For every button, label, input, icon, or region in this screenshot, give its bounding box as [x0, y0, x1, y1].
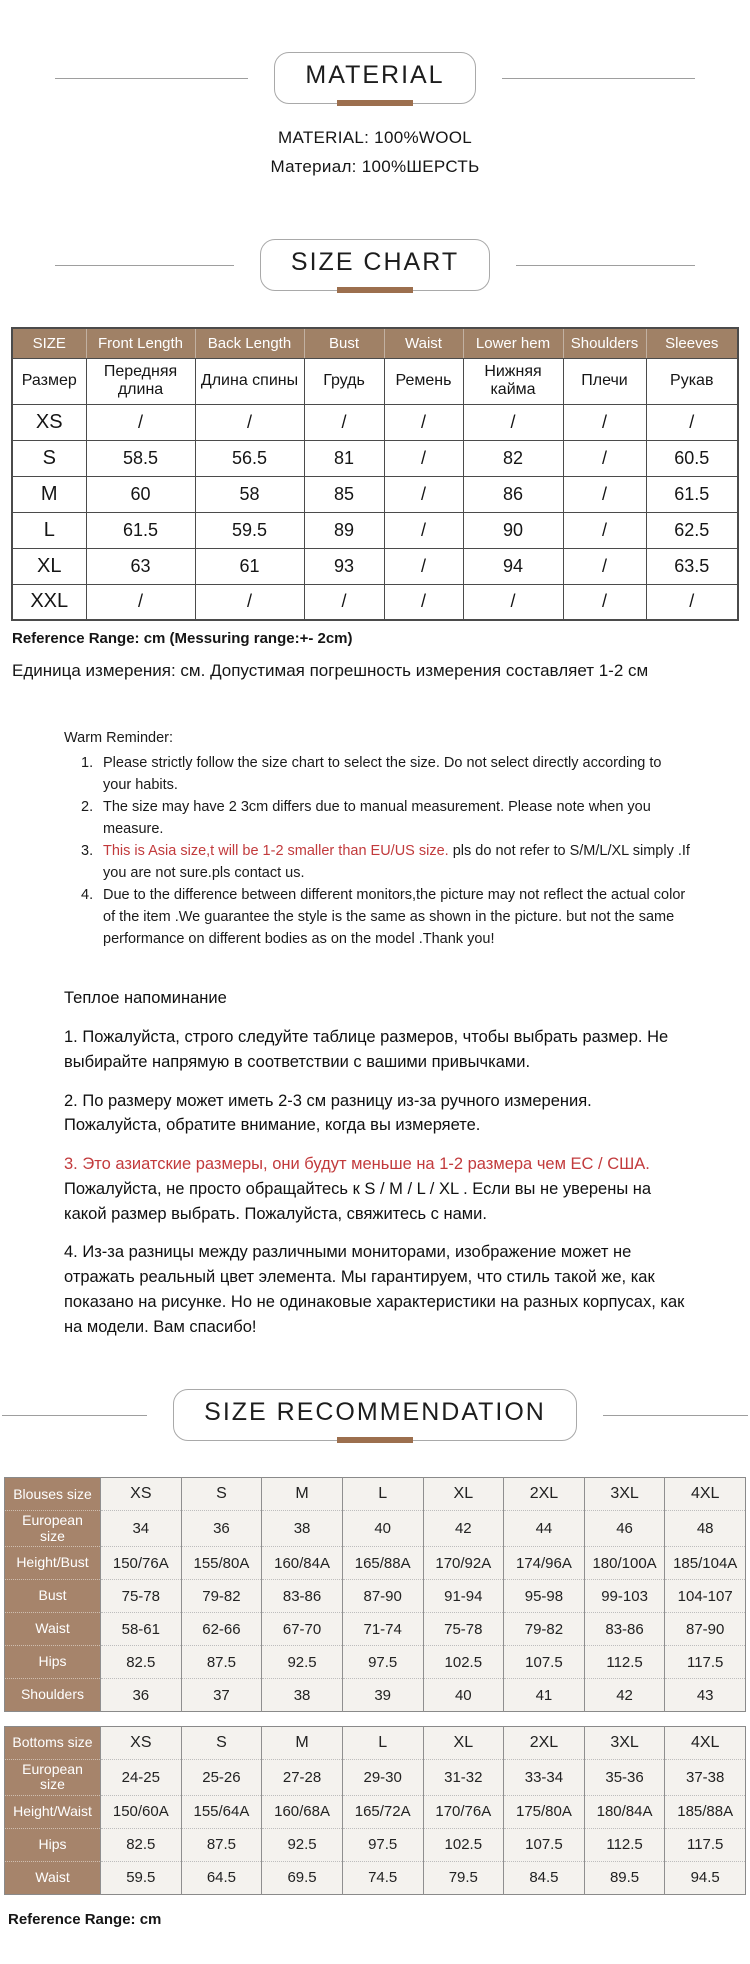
divider-line [55, 78, 248, 79]
rec-table-row [5, 1547, 746, 1580]
divider-line [502, 78, 695, 79]
title-underline-bar [337, 100, 413, 106]
measurement-cell: 85 [304, 476, 384, 512]
reminder-item-number: 4. [81, 887, 94, 904]
divider-line [2, 1415, 147, 1416]
material-section-header [0, 52, 750, 104]
size-value-cell: 44 [504, 1511, 585, 1547]
size-chart-col-header: Front Length [86, 328, 195, 358]
title-underline-bar [337, 1437, 413, 1443]
material-line-ru: Материал: 100%ШЕРСТЬ [270, 157, 480, 176]
size-chart-col-header: Waist [384, 328, 463, 358]
measurement-cell: / [384, 440, 463, 476]
size-value-cell: 87.5 [181, 1646, 262, 1679]
size-value-cell: 87.5 [181, 1828, 262, 1861]
size-value-cell: 71-74 [342, 1613, 423, 1646]
measurement-cell: / [86, 584, 195, 620]
size-value-cell: XS [101, 1727, 182, 1760]
measurement-cell: 86 [463, 476, 563, 512]
size-value-cell: 42 [584, 1679, 665, 1712]
reminder-text-segment: 1. Пожалуйста, строго следуйте таблице размеров, чтобы выбрать размер. Не выбирайте напрямую в соответствии с вашими привычками. [64, 1028, 669, 1071]
size-value-cell: 43 [665, 1679, 746, 1712]
size-value-cell: 82.5 [101, 1646, 182, 1679]
size-value-cell: 160/68A [262, 1795, 343, 1828]
size-chart-row [12, 476, 738, 512]
size-value-cell: 185/88A [665, 1795, 746, 1828]
rec-table-row [5, 1679, 746, 1712]
size-chart-col-header-ru: Нижняя кайма [463, 358, 563, 404]
measurement-cell: / [384, 476, 463, 512]
size-value-cell: 42 [423, 1511, 504, 1547]
size-chart-section-header [0, 239, 750, 291]
size-value-cell: 165/72A [342, 1795, 423, 1828]
size-value-cell: 99-103 [584, 1580, 665, 1613]
size-chart-row [12, 584, 738, 620]
size-value-cell: 2XL [504, 1727, 585, 1760]
size-recommendation-title-box [173, 1389, 577, 1441]
size-chart-col-header: Sleeves [646, 328, 738, 358]
row-label: Height/Bust [5, 1547, 101, 1580]
size-value-cell: 112.5 [584, 1646, 665, 1679]
size-value-cell: 3XL [584, 1478, 665, 1511]
rec-table-row [5, 1613, 746, 1646]
size-value-cell: 92.5 [262, 1646, 343, 1679]
size-value-cell: 79-82 [181, 1580, 262, 1613]
row-label: Waist [5, 1613, 101, 1646]
size-value-cell: 117.5 [665, 1646, 746, 1679]
rec-table-row [5, 1795, 746, 1828]
size-value-cell: 175/80A [504, 1795, 585, 1828]
rec-table-row [5, 1646, 746, 1679]
size-value-cell: 84.5 [504, 1861, 585, 1894]
row-label: Waist [5, 1861, 101, 1894]
size-value-cell: 82.5 [101, 1828, 182, 1861]
size-value-cell: 83-86 [262, 1580, 343, 1613]
size-value-cell: 94.5 [665, 1861, 746, 1894]
size-value-cell: M [262, 1478, 343, 1511]
size-chart-col-header: Bust [304, 328, 384, 358]
size-chart-header-row [12, 328, 738, 358]
measurement-cell: 93 [304, 548, 384, 584]
size-value-cell: 102.5 [423, 1828, 504, 1861]
size-value-cell: 89.5 [584, 1861, 665, 1894]
size-value-cell: 4XL [665, 1727, 746, 1760]
size-value-cell: L [342, 1727, 423, 1760]
measurement-cell: 81 [304, 440, 384, 476]
size-value-cell: 59.5 [101, 1861, 182, 1894]
material-line-en: MATERIAL: 100%WOOL [277, 128, 473, 147]
size-value-cell: 75-78 [423, 1613, 504, 1646]
size-value-cell: 174/96A [504, 1547, 585, 1580]
size-value-cell: 150/76A [101, 1547, 182, 1580]
size-value-cell: 95-98 [504, 1580, 585, 1613]
size-chart-col-header: Shoulders [563, 328, 646, 358]
reminder-item-text [103, 884, 690, 950]
size-value-cell: 58-61 [101, 1613, 182, 1646]
size-chart-header-row-ru [12, 358, 738, 404]
size-value-cell: 40 [342, 1511, 423, 1547]
row-label: Blouses size [5, 1478, 101, 1511]
reference-range-ru: Единица измерения: см. Допустимая погрешность измерения составляет 1-2 см [12, 661, 649, 680]
reminder-item [64, 1152, 692, 1226]
size-chart-col-header: SIZE [12, 328, 86, 358]
reminder-item-text [103, 840, 690, 884]
reminder-item [64, 884, 690, 950]
measurement-cell: 63.5 [646, 548, 738, 584]
measurement-cell: 61 [195, 548, 304, 584]
size-value-cell: 102.5 [423, 1646, 504, 1679]
measurement-cell: / [304, 404, 384, 440]
size-value-cell: 35-36 [584, 1760, 665, 1796]
size-chart-col-header-ru: Передняя длина [86, 358, 195, 404]
size-value-cell: 165/88A [342, 1547, 423, 1580]
size-label-cell: XS [12, 404, 86, 440]
size-value-cell: 155/80A [181, 1547, 262, 1580]
reminder-item-number: 3. [81, 843, 94, 860]
reminder-text-segment: Пожалуйста, не просто обращайтесь к S / M / L / XL . Если вы не уверены на какой размер выбрать. Пожалуйста, свяжитесь с нами. [64, 1179, 652, 1223]
row-label: Bottoms size [5, 1727, 101, 1760]
row-label: Hips [5, 1828, 101, 1861]
size-label-cell: S [12, 440, 86, 476]
warm-reminder-ru [64, 986, 692, 1339]
size-value-cell: 37-38 [665, 1760, 746, 1796]
size-chart-table [11, 327, 739, 621]
size-value-cell: 180/84A [584, 1795, 665, 1828]
size-value-cell: 170/76A [423, 1795, 504, 1828]
reminder-item-number: 1. [81, 755, 94, 772]
size-value-cell: 4XL [665, 1478, 746, 1511]
measurement-cell: 82 [463, 440, 563, 476]
reminder-text-segment: This is Asia size,t will be 1-2 smaller than EU/US size. [103, 843, 449, 860]
title-underline-bar [337, 287, 413, 293]
size-value-cell: 29-30 [342, 1760, 423, 1796]
measurement-cell: / [563, 548, 646, 584]
rec-table-row [5, 1828, 746, 1861]
measurement-cell: / [463, 584, 563, 620]
measurement-cell: / [384, 404, 463, 440]
row-label: European size [5, 1511, 101, 1547]
size-value-cell: L [342, 1478, 423, 1511]
rec-table-row [5, 1580, 746, 1613]
measurement-cell: / [384, 584, 463, 620]
measurement-cell: 56.5 [195, 440, 304, 476]
measurement-cell: 90 [463, 512, 563, 548]
warm-reminder-ru-list [64, 1025, 692, 1339]
measurement-cell: 60 [86, 476, 195, 512]
measurement-cell: 63 [86, 548, 195, 584]
size-value-cell: 150/60A [101, 1795, 182, 1828]
size-value-cell: M [262, 1727, 343, 1760]
rec-table-row [5, 1760, 746, 1796]
size-value-cell: 24-25 [101, 1760, 182, 1796]
measurement-cell: / [195, 584, 304, 620]
size-value-cell: 62-66 [181, 1613, 262, 1646]
size-value-cell: 33-34 [504, 1760, 585, 1796]
measurement-cell: 59.5 [195, 512, 304, 548]
size-chart-row [12, 440, 738, 476]
measurement-cell: 61.5 [646, 476, 738, 512]
size-chart-col-header-ru: Рукав [646, 358, 738, 404]
measurement-cell: / [384, 512, 463, 548]
size-value-cell: 40 [423, 1679, 504, 1712]
size-value-cell: 38 [262, 1679, 343, 1712]
size-label-cell: XXL [12, 584, 86, 620]
size-value-cell: XL [423, 1478, 504, 1511]
size-recommendation-title: SIZE RECOMMENDATION [204, 1398, 546, 1427]
size-value-cell: 107.5 [504, 1646, 585, 1679]
reminder-item [64, 1025, 692, 1075]
measurement-cell: 60.5 [646, 440, 738, 476]
size-value-cell: S [181, 1478, 262, 1511]
size-value-cell: 112.5 [584, 1828, 665, 1861]
reminder-item [64, 752, 690, 796]
reminder-text-segment: The size may have 2 3cm differs due to manual measurement. Please note when you measure. [103, 799, 651, 838]
warm-reminder-list [64, 752, 690, 950]
rec-table-row [5, 1511, 746, 1547]
size-value-cell: 170/92A [423, 1547, 504, 1580]
size-value-cell: 117.5 [665, 1828, 746, 1861]
size-chart-title-box [260, 239, 490, 291]
size-value-cell: XS [101, 1478, 182, 1511]
size-value-cell: 3XL [584, 1727, 665, 1760]
reference-range-bottom: Reference Range: cm [8, 1910, 162, 1928]
blouses-size-table [4, 1477, 746, 1712]
size-value-cell: XL [423, 1727, 504, 1760]
size-value-cell: 83-86 [584, 1613, 665, 1646]
size-chart-row [12, 404, 738, 440]
size-value-cell: 31-32 [423, 1760, 504, 1796]
size-chart-col-header-ru: Плечи [563, 358, 646, 404]
measurement-cell: / [86, 404, 195, 440]
measurement-cell: 58.5 [86, 440, 195, 476]
size-chart-col-header-ru: Ремень [384, 358, 463, 404]
size-value-cell: 107.5 [504, 1828, 585, 1861]
size-value-cell: 87-90 [342, 1580, 423, 1613]
size-value-cell: 34 [101, 1511, 182, 1547]
size-value-cell: 92.5 [262, 1828, 343, 1861]
row-label: Shoulders [5, 1679, 101, 1712]
reminder-text-segment: 3. Это азиатские размеры, они будут меньше на 1-2 размера чем ЕС / США. [64, 1155, 650, 1174]
size-value-cell: 2XL [504, 1478, 585, 1511]
material-title-box [274, 52, 475, 104]
size-value-cell: 97.5 [342, 1646, 423, 1679]
rec-table-row [5, 1478, 746, 1511]
reminder-item-number: 2. [81, 799, 94, 816]
measurement-cell: 62.5 [646, 512, 738, 548]
measurement-cell: / [463, 404, 563, 440]
measurement-cell: / [304, 584, 384, 620]
size-value-cell: 75-78 [101, 1580, 182, 1613]
measurement-cell: / [563, 584, 646, 620]
rec-table-row [5, 1861, 746, 1894]
reminder-item [64, 840, 690, 884]
measurement-cell: / [195, 404, 304, 440]
size-value-cell: 46 [584, 1511, 665, 1547]
divider-line [55, 265, 234, 266]
reminder-text-segment: 2. По размеру может иметь 2-3 см разницу из-за ручного измерения. Пожалуйста, обратите внимание, когда вы измеряете. [64, 1091, 592, 1135]
size-label-cell: M [12, 476, 86, 512]
size-value-cell: 36 [181, 1511, 262, 1547]
reminder-item-text [103, 752, 690, 796]
size-chart-col-header-ru: Длина спины [195, 358, 304, 404]
size-value-cell: 41 [504, 1679, 585, 1712]
warm-reminder-en [64, 727, 690, 950]
reminder-item-text [103, 796, 690, 840]
size-chart-col-header-ru: Размер [12, 358, 86, 404]
size-value-cell: 79-82 [504, 1613, 585, 1646]
reminder-item [64, 796, 690, 840]
reminder-item [64, 1240, 692, 1339]
measurement-cell: / [563, 476, 646, 512]
size-value-cell: 27-28 [262, 1760, 343, 1796]
size-value-cell: 48 [665, 1511, 746, 1547]
material-info [0, 128, 750, 177]
row-label: European size [5, 1760, 101, 1796]
size-chart-col-header: Back Length [195, 328, 304, 358]
reminder-text-segment: Due to the difference between different monitors,the picture may not reflect the actual color of the item .We guarantee the style is the same as shown in the picture. but not the same performance on different bodies as on the model .Thank you! [103, 887, 686, 948]
measurement-cell: 58 [195, 476, 304, 512]
rec-table-row [5, 1727, 746, 1760]
size-chart-row [12, 548, 738, 584]
size-value-cell: 67-70 [262, 1613, 343, 1646]
size-value-cell: 25-26 [181, 1760, 262, 1796]
measurement-cell: / [563, 440, 646, 476]
size-chart-title: SIZE CHART [290, 248, 460, 276]
size-value-cell: 160/84A [262, 1547, 343, 1580]
reminder-text-segment: pls do not refer to S/M/L/XL simply .If you are not sure.pls contact us. [103, 843, 690, 882]
measurement-cell: 94 [463, 548, 563, 584]
size-value-cell: 91-94 [423, 1580, 504, 1613]
size-value-cell: 38 [262, 1511, 343, 1547]
measurement-cell: / [646, 404, 738, 440]
reference-range-en: Reference Range: cm (Messuring range:+- 2cm) [12, 630, 353, 647]
size-value-cell: 74.5 [342, 1861, 423, 1894]
size-value-cell: 104-107 [665, 1580, 746, 1613]
measurement-cell: / [646, 584, 738, 620]
size-chart-col-header-ru: Грудь [304, 358, 384, 404]
size-chart-row [12, 512, 738, 548]
size-value-cell: 39 [342, 1679, 423, 1712]
size-value-cell: 79.5 [423, 1861, 504, 1894]
measurement-cell: / [563, 512, 646, 548]
size-value-cell: 185/104A [665, 1547, 746, 1580]
size-recommendation-section-header [0, 1389, 750, 1441]
size-value-cell: 36 [101, 1679, 182, 1712]
measurement-cell: / [563, 404, 646, 440]
material-title: MATERIAL [305, 61, 445, 89]
row-label: Bust [5, 1580, 101, 1613]
measurement-cell: 61.5 [86, 512, 195, 548]
measurement-cell: / [384, 548, 463, 584]
row-label: Height/Waist [5, 1795, 101, 1828]
size-value-cell: 155/64A [181, 1795, 262, 1828]
row-label: Hips [5, 1646, 101, 1679]
reminder-item [64, 1089, 692, 1139]
product-description-page [0, 52, 750, 1964]
divider-line [603, 1415, 748, 1416]
size-label-cell: L [12, 512, 86, 548]
bottoms-size-table [4, 1726, 746, 1895]
size-value-cell: 87-90 [665, 1613, 746, 1646]
reminder-text-segment: Please strictly follow the size chart to select the size. Do not select directly according to your habits. [103, 755, 662, 794]
size-label-cell: XL [12, 548, 86, 584]
measurement-cell: 89 [304, 512, 384, 548]
size-value-cell: S [181, 1727, 262, 1760]
divider-line [516, 265, 695, 266]
size-value-cell: 69.5 [262, 1861, 343, 1894]
size-value-cell: 97.5 [342, 1828, 423, 1861]
reminder-text-segment: 4. Из-за разницы между различными мониторами, изображение может не отражать реальный цвет элемента. Мы гарантируем, что стиль такой же, как показано на рисунке. Но не одинаковые характеристики на разных корпусах, как на модели. Вам спасибо! [64, 1243, 685, 1336]
warm-reminder-heading: Warm Reminder: [64, 730, 174, 746]
size-value-cell: 37 [181, 1679, 262, 1712]
warm-reminder-ru-heading: Теплое напоминание [64, 989, 227, 1008]
size-value-cell: 64.5 [181, 1861, 262, 1894]
size-chart-col-header: Lower hem [463, 328, 563, 358]
size-value-cell: 180/100A [584, 1547, 665, 1580]
